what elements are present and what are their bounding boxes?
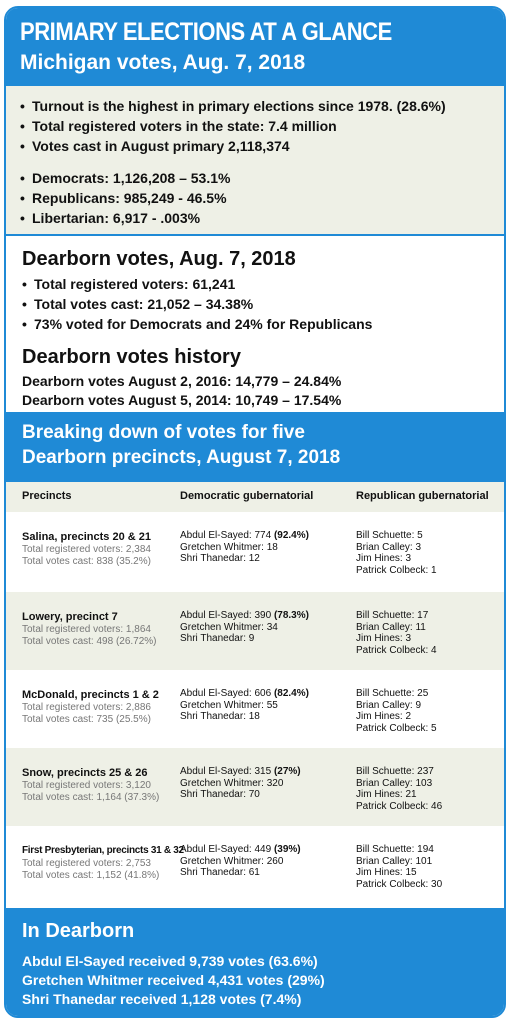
dem-pct: (92.4%) <box>273 530 309 541</box>
rep-candidate: Patrick Colbeck: 4 <box>356 644 437 656</box>
dem-pct: (27%) <box>273 766 301 777</box>
precinct-cell <box>22 826 184 908</box>
party-bullet: • Republicans: 985,249 - 46.5% <box>20 188 492 208</box>
dearborn-votes-panel <box>6 234 504 412</box>
state-bullet: • Total registered voters in the state: 7.4 million <box>20 116 492 136</box>
dearborn-votes-heading: Dearborn votes, Aug. 7, 2018 <box>22 248 296 270</box>
dem-candidate: Shri Thanedar: 61 <box>180 867 260 878</box>
precinct-name: Lowery, precinct 7 <box>22 611 118 623</box>
summary-line: Abdul El-Sayed received 9,739 votes (63.6%) <box>22 953 318 969</box>
dearborn-history-heading: Dearborn votes history <box>22 346 241 368</box>
party-bullet: • Democrats: 1,126,208 – 53.1% <box>20 168 492 188</box>
precinct-cast: Total votes cast: 735 (25.5%) <box>22 714 151 725</box>
history-line: Dearborn votes August 2, 2016: 14,779 – 24.84% <box>22 373 342 389</box>
breakdown-title-line: Breaking down of votes for five <box>22 422 305 443</box>
dem-cell <box>180 512 356 592</box>
rep-cell <box>356 826 504 908</box>
dem-candidate: Shri Thanedar: 12 <box>180 553 260 564</box>
breakdown-title-line: Dearborn precincts, August 7, 2018 <box>22 447 341 468</box>
dem-cell <box>180 826 356 908</box>
rep-candidate: Patrick Colbeck: 1 <box>356 564 437 576</box>
rep-candidate: Jim Hines: 3 <box>356 553 412 564</box>
precinct-name: First Presbyterian, precincts 31 & 32 <box>22 845 184 856</box>
dem-candidate: Abdul El-Sayed: 390 <box>180 610 272 621</box>
state-results-panel <box>6 86 504 234</box>
dearborn-bullet: • 73% voted for Democrats and 24% for Republicans <box>22 314 492 334</box>
dem-candidate: Gretchen Whitmer: 320 <box>180 777 284 789</box>
rep-candidate: Bill Schuette: 17 <box>356 610 429 621</box>
dem-candidate: Abdul El-Sayed: 315 <box>180 766 272 777</box>
rep-candidate: Patrick Colbeck: 5 <box>356 722 437 734</box>
summary-line: Shri Thanedar received 1,128 votes (7.4%) <box>22 991 302 1007</box>
dem-pct: (78.3%) <box>273 610 309 621</box>
rep-candidate: Brian Calley: 101 <box>356 855 433 867</box>
rep-candidate: Bill Schuette: 194 <box>356 844 434 855</box>
rep-candidate: Brian Calley: 103 <box>356 777 433 789</box>
col-precincts: Precincts <box>22 490 72 502</box>
dearborn-bullet: • Total votes cast: 21,052 – 34.38% <box>22 294 492 314</box>
dem-cell <box>180 592 356 670</box>
precinct-cell <box>22 512 180 592</box>
dem-candidate: Gretchen Whitmer: 34 <box>180 621 278 633</box>
rep-candidate: Brian Calley: 3 <box>356 541 422 553</box>
dearborn-summary <box>6 908 504 1018</box>
precinct-registered: Total registered voters: 2,753 <box>22 858 151 869</box>
rep-candidate: Bill Schuette: 5 <box>356 530 423 541</box>
dem-cell <box>180 670 356 748</box>
table-row <box>6 512 504 592</box>
precinct-name: Snow, precincts 25 & 26 <box>22 767 148 779</box>
precinct-registered: Total registered voters: 3,120 <box>22 780 151 791</box>
rep-candidate: Jim Hines: 21 <box>356 789 417 800</box>
dem-candidate: Shri Thanedar: 70 <box>180 789 260 800</box>
dem-candidate: Abdul El-Sayed: 774 <box>180 530 272 541</box>
rep-candidate: Patrick Colbeck: 30 <box>356 878 443 890</box>
rep-candidate: Bill Schuette: 237 <box>356 766 434 777</box>
state-bullet: • Votes cast in August primary 2,118,374 <box>20 136 492 156</box>
rep-candidate: Brian Calley: 11 <box>356 621 426 633</box>
dem-candidate: Gretchen Whitmer: 260 <box>180 855 284 867</box>
table-header <box>6 482 504 512</box>
dem-candidate: Shri Thanedar: 9 <box>180 633 255 644</box>
precinct-registered: Total registered voters: 2,384 <box>22 544 151 555</box>
infographic-card <box>4 6 506 1018</box>
precinct-cast: Total votes cast: 498 (26.72%) <box>22 636 157 647</box>
precinct-cast: Total votes cast: 1,164 (37.3%) <box>22 792 160 803</box>
precinct-registered: Total registered voters: 2,886 <box>22 702 151 713</box>
rep-candidate: Bill Schuette: 25 <box>356 688 429 699</box>
rep-cell <box>356 512 504 592</box>
precinct-name: Salina, precincts 20 & 21 <box>22 531 152 543</box>
col-republican: Republican gubernatorial <box>356 490 489 502</box>
table-row <box>6 592 504 670</box>
dem-candidate: Shri Thanedar: 18 <box>180 711 260 722</box>
dem-pct: (39%) <box>273 844 301 855</box>
precinct-cell <box>22 592 180 670</box>
rep-candidate: Patrick Colbeck: 46 <box>356 800 443 812</box>
rep-candidate: Jim Hines: 3 <box>356 633 412 644</box>
precinct-cell <box>22 748 180 826</box>
dem-candidate: Abdul El-Sayed: 449 <box>180 844 272 855</box>
col-democratic: Democratic gubernatorial <box>180 490 314 502</box>
precinct-cell <box>22 670 180 748</box>
rep-cell <box>356 592 504 670</box>
page-title: PRIMARY ELECTIONS AT A GLANCE <box>20 18 392 46</box>
rep-candidate: Jim Hines: 2 <box>356 711 412 722</box>
dem-candidate: Gretchen Whitmer: 18 <box>180 541 278 553</box>
infographic-header <box>6 8 504 86</box>
dearborn-bullet: • Total registered voters: 61,241 <box>22 274 492 294</box>
rep-candidate: Brian Calley: 9 <box>356 699 422 711</box>
state-bullet: • Turnout is the highest in primary elections since 1978. (28.6%) <box>20 96 492 116</box>
history-line: Dearborn votes August 5, 2014: 10,749 – 17.54% <box>22 392 342 408</box>
table-row <box>6 826 504 908</box>
precinct-cast: Total votes cast: 1,152 (41.8%) <box>22 870 160 881</box>
rep-candidate: Jim Hines: 15 <box>356 867 417 878</box>
breakdown-heading <box>6 412 504 482</box>
summary-heading: In Dearborn <box>22 920 135 942</box>
precinct-name: McDonald, precincts 1 & 2 <box>22 689 159 701</box>
dem-cell <box>180 748 356 826</box>
rep-cell <box>356 748 504 826</box>
precinct-registered: Total registered voters: 1,864 <box>22 624 151 635</box>
dem-candidate: Gretchen Whitmer: 55 <box>180 699 278 711</box>
dem-candidate: Abdul El-Sayed: 606 <box>180 688 272 699</box>
party-bullet: • Libertarian: 6,917 - .003% <box>20 208 492 228</box>
table-row <box>6 670 504 748</box>
precinct-cast: Total votes cast: 838 (35.2%) <box>22 556 151 567</box>
dem-pct: (82.4%) <box>273 688 309 699</box>
rep-cell <box>356 670 504 748</box>
summary-line: Gretchen Whitmer received 4,431 votes (29%) <box>22 972 325 988</box>
table-row <box>6 748 504 826</box>
page-subtitle: Michigan votes, Aug. 7, 2018 <box>20 51 306 74</box>
